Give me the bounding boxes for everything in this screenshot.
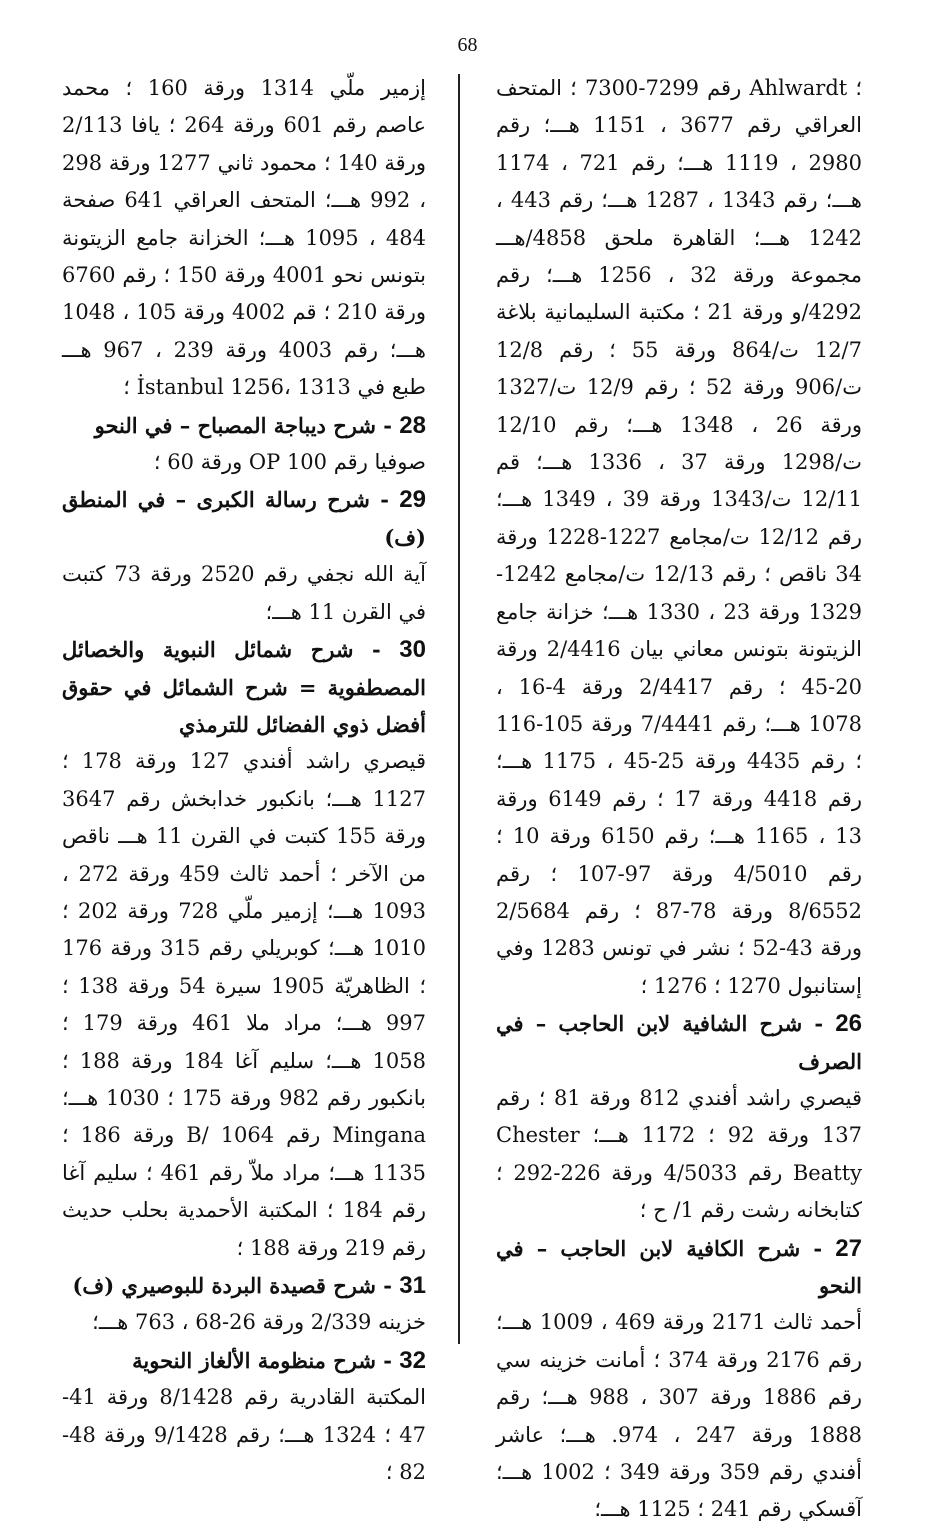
entry-27-heading <box>496 1230 862 1305</box>
entry-27-title: - شرح الكافية لابن الحاجب – في النحو <box>496 1235 862 1298</box>
left-entry-text-1: إزمير ملّي 1314 ورقة 160 ؛ محمد عاصم رقم 601 ورقة 264 ؛ يافا 2/113 ورقة 140 ؛ محمود ثاني 1277 ورقة 298 ، 992 هـــ؛ المتحف العراقي 641 صفحة 484 ، 1095 هـــ؛ الخزانة جامع الزيتونة بتونس نحو 4001 ورقة 150 ؛ رقم 6760 ورقة 210 ؛ قم 4002 ورقة 105 ، 1048 هـــ؛ رقم 4003 ورقة 239 ، 967 هـــ طبع في İstanbul 1256، 1313 ؛ <box>62 76 427 400</box>
entry-29-title: - شرح رسالة الكبرى – في المنطق (ف) <box>62 487 426 550</box>
entry-31-body: خزينه 2/339 ورقة 26-68 ، 763 هـــ؛ <box>92 1310 426 1335</box>
entry-30-number: 30 <box>399 636 426 664</box>
entry-26-body: قيصري راشد أفندي 812 ورقة 81 ؛ رقم 137 ورقة 92 ؛ 1172 هـــ؛ Chester Beatty رقم 4/5033 ورقة 226-292 ؛ كتابخانه رشت رقم 1/ ح ؛ <box>496 1085 863 1223</box>
entry-30-title: - شرح شمائل النبوية والخصائل المصطفوية = شرح الشمائل في حقوق أفضل ذوي الفضائل للترمذي <box>62 637 426 737</box>
entry-30-heading <box>62 631 426 743</box>
entry-26-heading <box>496 1005 862 1080</box>
right-column <box>496 70 862 1529</box>
entry-28-number: 28 <box>399 411 426 439</box>
page-number: 68 <box>457 34 478 56</box>
entry-28-title: - شرح ديباجة المصباح – في النحو <box>94 412 400 438</box>
entry-31-number: 31 <box>399 1272 426 1299</box>
entry-32-title: - شرح منظومة الألغاز النحوية <box>132 1347 400 1373</box>
entry-31-title: - شرح قصيدة البردة للبوصيري (ف) <box>72 1273 400 1298</box>
left-column <box>62 70 426 1491</box>
entry-32-heading <box>62 1342 426 1379</box>
column-divider <box>458 74 460 1344</box>
entry-27-number: 27 <box>835 1234 862 1262</box>
entry-32-number: 32 <box>399 1346 426 1374</box>
entry-27-body: أحمد ثالث 2171 ورقة 469 ، 1009 هـــ؛ رقم 2176 ورقة 374 ؛ أمانت خزينه سي رقم 1886 ورقة 307 ، 988 هـــ؛ رقم 1888 ورقة 247 ، 974. هـــ؛ عاشر أفندي رقم 359 ورقة 349 ؛ 1002 هـــ؛ آقسكي رقم 241 ؛ 1125 هـــ؛ <box>496 1310 862 1522</box>
entry-29-heading <box>62 481 426 556</box>
right-entry-text-1: ؛ Ahlwardt رقم 7299-7300 ؛ المتحف العراقي رقم 3677 ، 1151 هـــ؛ رقم 2980 ، 1119 هـــ؛ رقم 721 ، 1174 هـــ؛ رقم 1343 ، 1287 هـــ؛ رقم 443 ، 1242 هـــ؛ القاهرة ملحق 4858/هـــ مجموعة ورقة 32 ، 1256 هـــ؛ رقم 4292/و ورقة 21 ؛ مكتبة السليمانية بلاغة 12/7 ت/864 ورقة 55 ؛ رقم 12/8 ت/906 ورقة 52 ؛ رقم 12/9 ت/1327 ورقة 26 ، 1348 هـــ؛ رقم 12/10 ت/1298 ورقة 37 ، 1336 هـــ؛ قم 12/11 ت/1343 ورقة 39 ، 1349 هـــ؛ رقم 12/12 ت/مجامع 1227-1228 ورقة 34 ناقص ؛ رقم 12/13 ت/مجامع 1242-1329 ورقة 23 ، 1330 هـــ؛ خزانة جامع الزيتونة بتونس معاني بيان 2/4416 ورقة 20-45 ؛ رقم 2/4417 ورقة 4-16 ، 1078 هـــ؛ رقم 7/4441 ورقة 105-116 ؛ رقم 4435 ورقة 25-45 ، 1175 هـــ؛ رقم 4418 ورقة 17 ؛ رقم 6149 ورقة 13 ، 1165 هـــ؛ رقم 6150 ورقة 10 ؛ رقم 4/5010 ورقة 97-107 ؛ رقم 8/6552 ورقة 78-87 ؛ رقم 2/5684 ورقة 43-52 ؛ نشر في تونس 1283 وفي إستانبول 1270 ؛ 1276 ؛ <box>496 76 863 998</box>
entry-29-body: آية الله نجفي رقم 2520 ورقة 73 كتبت في القرن 11 هـــ؛ <box>62 562 426 624</box>
entry-26-title: - شرح الشافية لابن الحاجب – في الصرف <box>496 1011 862 1074</box>
entry-31-heading <box>62 1267 426 1304</box>
entry-28-heading <box>62 407 426 444</box>
entry-32-body: المكتبة القادرية رقم 8/1428 ورقة 41-47 ؛ 1324 هـــ؛ رقم 9/1428 ورقة 48-82 ؛ <box>62 1385 427 1485</box>
entry-26-number: 26 <box>835 1010 862 1038</box>
entry-30-body: قيصري راشد أفندي 127 ورقة 178 ؛ 1127 هـــ؛ بانكبور خدابخش رقم 3647 ورقة 155 كتبت في القرن 11 هـــ ناقص من الآخر ؛ أحمد ثالث 459 ورقة 272 ، 1093 هـــ؛ إزمير ملّي 728 ورقة 202 ؛ 1010 هـــ؛ كوبريلي رقم 315 ورقة 176 ؛ الظاهريّة 1905 سيرة 54 ورقة 138 ؛ 997 هـــ؛ مراد ملا 461 ورقة 179 ؛ 1058 هـــ؛ سليم آغا 184 ورقة 188 ؛ بانكبور رقم 982 ورقة 175 ؛ 1030 هـــ؛ Mingana رقم B/ 1064 ورقة 186 ؛ 1135 هـــ؛ مراد ملاّ رقم 461 ؛ سليم آغا رقم 184 ؛ المكتبة الأحمدية بحلب حديث رقم 219 ورقة 188 ؛ <box>62 749 427 1260</box>
entry-28-body: صوفيا رقم OP 100 ورقة 60 ؛ <box>153 450 426 475</box>
entry-29-number: 29 <box>399 486 426 514</box>
